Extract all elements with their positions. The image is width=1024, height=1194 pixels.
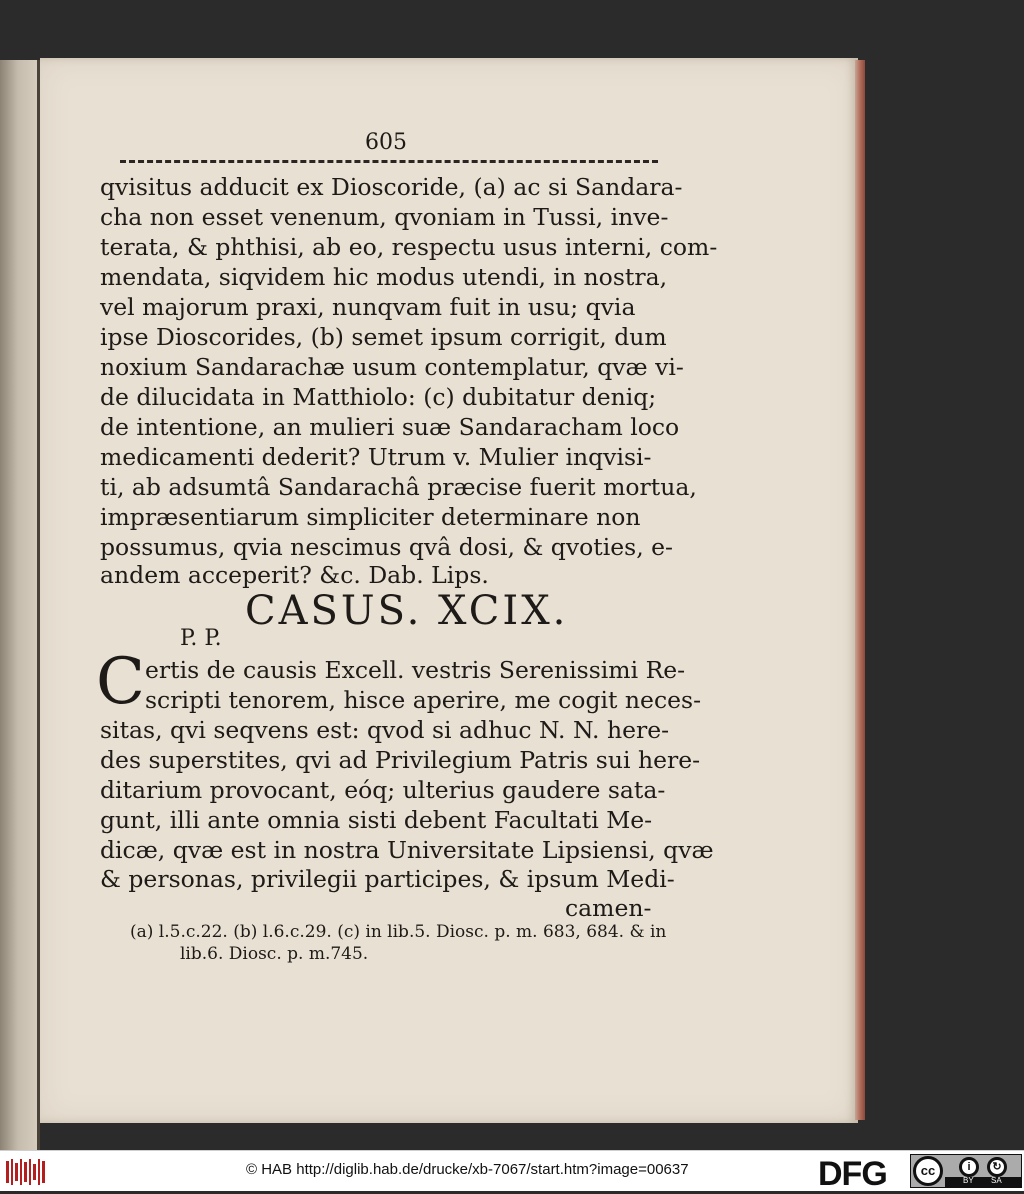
text-line: ditarium provocant, eóq; ulterius gaudere sata- <box>100 776 666 804</box>
share-alike-icon: ↻ <box>987 1157 1007 1177</box>
header-rule <box>120 160 658 163</box>
text-line: impræsentiarum simpliciter determinare non <box>100 503 641 531</box>
text-line: terata, & phthisi, ab eo, respectu usus interni, com- <box>100 233 718 261</box>
text-line: vel majorum praxi, nunqvam fuit in usu; qvia <box>100 293 636 321</box>
text-line: scripti tenorem, hisce aperire, me cogit neces- <box>145 686 702 714</box>
text-line: dicæ, qvæ est in nostra Universitate Lipsiensi, qvæ <box>100 836 714 864</box>
text-line: ertis de causis Excell. vestris Serenissimi Re- <box>145 656 686 684</box>
text-line: qvisitus adducit ex Dioscoride, (a) ac si Sandara- <box>100 173 683 201</box>
sa-label: SA <box>991 1176 1002 1185</box>
copyright-link[interactable]: © HAB http://diglib.hab.de/drucke/xb-7067/start.htm?image=00637 <box>246 1161 689 1178</box>
text-line: gunt, illi ante omnia sisti debent Facultati Me- <box>100 806 653 834</box>
text-line: des superstites, qvi ad Privilegium Patris sui here- <box>100 746 701 774</box>
cc-icon: cc <box>913 1156 943 1186</box>
page-red-edge <box>855 60 865 1120</box>
barcode-icon <box>6 1159 48 1185</box>
text-line: noxium Sandarachæ usum contemplatur, qvæ vi- <box>100 353 684 381</box>
dfg-logo: DFG <box>818 1155 887 1193</box>
case-heading: CASUS. XCIX. <box>245 588 569 634</box>
text-line: ti, ab adsumtâ Sandarachâ præcise fuerit mortua, <box>100 473 697 501</box>
drop-cap: C <box>96 645 145 719</box>
text-line: mendata, siqvidem hic modus utendi, in nostra, <box>100 263 668 291</box>
text-line: medicamenti dederit? Utrum v. Mulier inqvisi- <box>100 443 652 471</box>
footnote-line: lib.6. Diosc. p. m.745. <box>180 944 369 964</box>
text-line: ipse Dioscorides, (b) semet ipsum corrigit, dum <box>100 323 667 351</box>
text-line: cha non esset venenum, qvoniam in Tussi, inve- <box>100 203 669 231</box>
by-label: BY <box>963 1176 974 1185</box>
salutation: P. P. <box>180 626 222 651</box>
text-line: de intentione, an mulieri suæ Sandaracham loco <box>100 413 680 441</box>
previous-page-edge <box>0 60 40 1150</box>
cc-license-badge[interactable] <box>910 1154 1022 1188</box>
catchword: camen- <box>565 894 652 922</box>
text-line: sitas, qvi seqvens est: qvod si adhuc N. N. here- <box>100 716 670 744</box>
footer-bar <box>0 1150 1024 1191</box>
footnote-line: (a) l.5.c.22. (b) l.6.c.29. (c) in lib.5. Diosc. p. m. 683, 684. & in <box>130 922 667 942</box>
cc-label-strip <box>945 1177 1021 1187</box>
attribution-icon: i <box>959 1157 979 1177</box>
page-number: 605 <box>365 130 407 155</box>
text-line: de dilucidata in Matthiolo: (c) dubitatur deniq; <box>100 383 657 411</box>
text-line: & personas, privilegii participes, & ipsum Medi- <box>100 865 675 893</box>
text-line: andem acceperit? &c. Dab. Lips. <box>100 561 489 589</box>
text-line: possumus, qvia nescimus qvâ dosi, & qvoties, e- <box>100 533 673 561</box>
